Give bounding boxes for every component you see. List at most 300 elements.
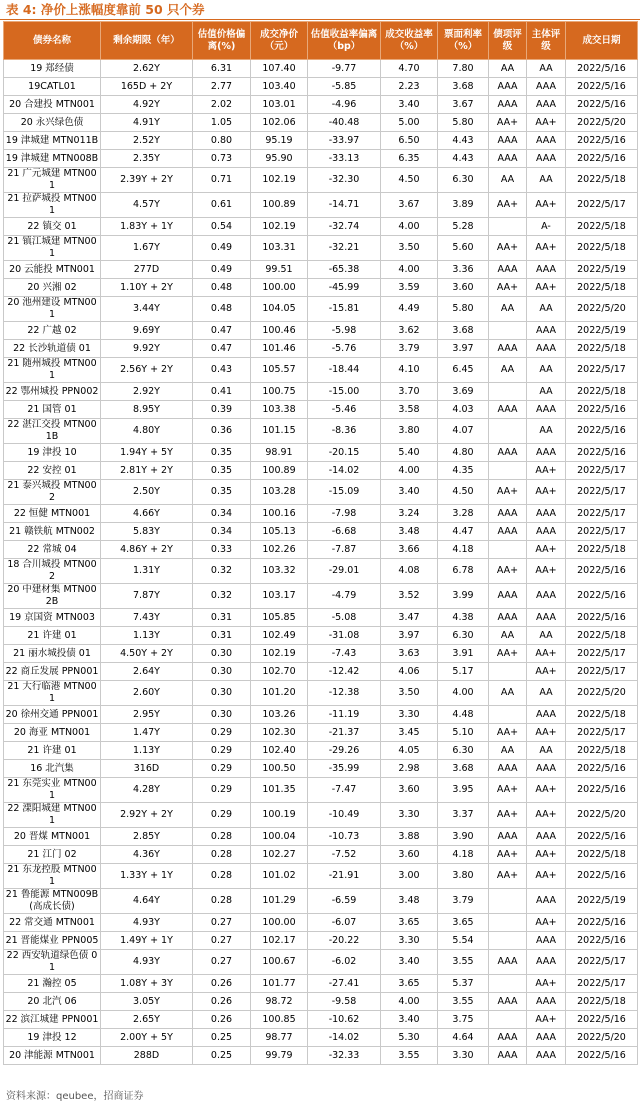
clean-price-cell: 102.19 [251, 168, 308, 193]
remaining-term-cell: 2.65Y [101, 1011, 193, 1029]
price-deviation-cell: 0.29 [193, 760, 251, 778]
price-deviation-cell: 0.28 [193, 828, 251, 846]
remaining-term-cell: 165D + 2Y [101, 78, 193, 96]
yield-deviation-cell: -33.97 [308, 132, 381, 150]
trade-date-cell: 2022/5/16 [566, 96, 638, 114]
coupon-rate-cell: 3.75 [438, 1011, 489, 1029]
yield-deviation-cell: -20.22 [308, 932, 381, 950]
issuer-rating-cell: A- [527, 218, 566, 236]
trade-date-cell: 2022/5/20 [566, 803, 638, 828]
table-row [4, 480, 638, 505]
bond-name-cell: 20 晋煤 MTN001 [4, 828, 101, 846]
bond-name-cell: 21 广元城建 MTN001 [4, 168, 101, 193]
table-row [4, 78, 638, 96]
bond-name-cell: 20 中建材集 MTN002B [4, 584, 101, 609]
yield-deviation-cell: -29.26 [308, 742, 381, 760]
coupon-rate-cell: 3.68 [438, 760, 489, 778]
clean-price-cell: 101.77 [251, 975, 308, 993]
price-deviation-cell: 0.25 [193, 1029, 251, 1047]
trade-date-cell: 2022/5/17 [566, 462, 638, 480]
issuer-rating-cell: AAA [527, 340, 566, 358]
remaining-term-cell: 1.31Y [101, 559, 193, 584]
trade-date-cell: 2022/5/18 [566, 279, 638, 297]
issuer-rating-cell: AAA [527, 505, 566, 523]
bond-name-cell: 21 许建 01 [4, 627, 101, 645]
yield-deviation-cell: -7.98 [308, 505, 381, 523]
clean-price-cell: 99.79 [251, 1047, 308, 1065]
bond-name-cell: 21 拉萨城投 MTN001 [4, 193, 101, 218]
yield-deviation-cell: -7.87 [308, 541, 381, 559]
issuer-rating-cell: AA [527, 383, 566, 401]
header-trade-yield: 成交收益率（%） [381, 22, 438, 60]
clean-price-cell: 101.35 [251, 778, 308, 803]
bond-name-cell: 21 随州城投 MTN001 [4, 358, 101, 383]
coupon-rate-cell: 4.47 [438, 523, 489, 541]
issue-rating-cell: AAA [489, 584, 527, 609]
remaining-term-cell: 2.60Y [101, 681, 193, 706]
issue-rating-cell [489, 663, 527, 681]
issue-rating-cell: AAA [489, 132, 527, 150]
trade-yield-cell: 4.06 [381, 663, 438, 681]
remaining-term-cell: 3.05Y [101, 993, 193, 1011]
clean-price-cell: 101.15 [251, 419, 308, 444]
trade-yield-cell: 3.67 [381, 193, 438, 218]
table-row [4, 261, 638, 279]
price-deviation-cell: 1.05 [193, 114, 251, 132]
issue-rating-cell: AA+ [489, 778, 527, 803]
coupon-rate-cell: 3.90 [438, 828, 489, 846]
remaining-term-cell: 4.93Y [101, 914, 193, 932]
issue-rating-cell [489, 1011, 527, 1029]
issue-rating-cell: AAA [489, 828, 527, 846]
trade-date-cell: 2022/5/16 [566, 150, 638, 168]
trade-yield-cell: 3.24 [381, 505, 438, 523]
yield-deviation-cell: -32.74 [308, 218, 381, 236]
issue-rating-cell: AAA [489, 523, 527, 541]
issue-rating-cell: AA [489, 627, 527, 645]
clean-price-cell: 100.50 [251, 760, 308, 778]
issuer-rating-cell: AA+ [527, 193, 566, 218]
price-deviation-cell: 0.30 [193, 706, 251, 724]
issuer-rating-cell: AA [527, 60, 566, 78]
header-row [4, 22, 638, 60]
coupon-rate-cell: 5.80 [438, 297, 489, 322]
coupon-rate-cell: 3.67 [438, 96, 489, 114]
issue-rating-cell: AA+ [489, 803, 527, 828]
bond-name-cell: 21 泰兴城投 MTN002 [4, 480, 101, 505]
trade-date-cell: 2022/5/16 [566, 864, 638, 889]
trade-date-cell: 2022/5/16 [566, 132, 638, 150]
yield-deviation-cell: -11.19 [308, 706, 381, 724]
yield-deviation-cell: -32.33 [308, 1047, 381, 1065]
yield-deviation-cell: -14.02 [308, 1029, 381, 1047]
clean-price-cell: 103.38 [251, 401, 308, 419]
coupon-rate-cell: 3.68 [438, 322, 489, 340]
issuer-rating-cell: AAA [527, 78, 566, 96]
issuer-rating-cell: AA [527, 297, 566, 322]
issue-rating-cell: AAA [489, 993, 527, 1011]
issuer-rating-cell: AAA [527, 584, 566, 609]
trade-yield-cell: 2.98 [381, 760, 438, 778]
trade-yield-cell: 3.50 [381, 236, 438, 261]
issue-rating-cell: AAA [489, 1047, 527, 1065]
issuer-rating-cell: AAA [527, 828, 566, 846]
remaining-term-cell: 288D [101, 1047, 193, 1065]
remaining-term-cell: 4.64Y [101, 889, 193, 914]
table-row [4, 609, 638, 627]
price-deviation-cell: 0.26 [193, 993, 251, 1011]
price-deviation-cell: 0.31 [193, 627, 251, 645]
trade-yield-cell: 4.00 [381, 993, 438, 1011]
header-bond-name: 债券名称 [4, 22, 101, 60]
clean-price-cell: 102.27 [251, 846, 308, 864]
yield-deviation-cell: -6.02 [308, 950, 381, 975]
issuer-rating-cell: AA+ [527, 663, 566, 681]
clean-price-cell: 102.06 [251, 114, 308, 132]
yield-deviation-cell: -10.49 [308, 803, 381, 828]
trade-date-cell: 2022/5/16 [566, 760, 638, 778]
trade-yield-cell: 3.52 [381, 584, 438, 609]
price-deviation-cell: 0.32 [193, 559, 251, 584]
yield-deviation-cell: -7.52 [308, 846, 381, 864]
trade-yield-cell: 3.58 [381, 401, 438, 419]
trade-date-cell: 2022/5/16 [566, 78, 638, 96]
bond-name-cell: 19 津投 10 [4, 444, 101, 462]
issue-rating-cell [489, 975, 527, 993]
coupon-rate-cell: 3.28 [438, 505, 489, 523]
yield-deviation-cell: -15.81 [308, 297, 381, 322]
bond-name-cell: 20 池州建设 MTN001 [4, 297, 101, 322]
issuer-rating-cell: AA+ [527, 236, 566, 261]
yield-deviation-cell: -9.77 [308, 60, 381, 78]
bond-name-cell: 20 津能源 MTN001 [4, 1047, 101, 1065]
trade-yield-cell: 3.40 [381, 96, 438, 114]
issuer-rating-cell: AA+ [527, 559, 566, 584]
clean-price-cell: 102.26 [251, 541, 308, 559]
issue-rating-cell: AAA [489, 96, 527, 114]
clean-price-cell: 103.40 [251, 78, 308, 96]
remaining-term-cell: 4.92Y [101, 96, 193, 114]
price-deviation-cell: 0.30 [193, 645, 251, 663]
remaining-term-cell: 277D [101, 261, 193, 279]
coupon-rate-cell: 4.43 [438, 132, 489, 150]
trade-yield-cell: 2.23 [381, 78, 438, 96]
coupon-rate-cell: 3.80 [438, 864, 489, 889]
table-row [4, 132, 638, 150]
coupon-rate-cell: 3.91 [438, 645, 489, 663]
table-row [4, 1047, 638, 1065]
bond-name-cell: 21 晋能煤业 PPN005 [4, 932, 101, 950]
trade-date-cell: 2022/5/16 [566, 584, 638, 609]
price-deviation-cell: 2.02 [193, 96, 251, 114]
issue-rating-cell: AAA [489, 78, 527, 96]
issue-rating-cell: AA+ [489, 279, 527, 297]
trade-yield-cell: 4.00 [381, 218, 438, 236]
trade-yield-cell: 4.49 [381, 297, 438, 322]
table-row [4, 383, 638, 401]
coupon-rate-cell: 3.69 [438, 383, 489, 401]
bond-name-cell: 21 赣铁航 MTN002 [4, 523, 101, 541]
table-row [4, 401, 638, 419]
price-deviation-cell: 0.27 [193, 932, 251, 950]
issuer-rating-cell: AAA [527, 523, 566, 541]
clean-price-cell: 102.19 [251, 218, 308, 236]
issue-rating-cell: AAA [489, 760, 527, 778]
clean-price-cell: 102.40 [251, 742, 308, 760]
table-row [4, 742, 638, 760]
coupon-rate-cell: 7.80 [438, 60, 489, 78]
trade-yield-cell: 3.63 [381, 645, 438, 663]
header-clean-price: 成交净价（元） [251, 22, 308, 60]
trade-yield-cell: 3.48 [381, 523, 438, 541]
clean-price-cell: 101.02 [251, 864, 308, 889]
table-row [4, 828, 638, 846]
trade-date-cell: 2022/5/18 [566, 541, 638, 559]
clean-price-cell: 100.89 [251, 193, 308, 218]
coupon-rate-cell: 4.43 [438, 150, 489, 168]
coupon-rate-cell: 6.78 [438, 559, 489, 584]
issue-rating-cell: AA+ [489, 480, 527, 505]
issuer-rating-cell: AAA [527, 760, 566, 778]
remaining-term-cell: 1.13Y [101, 742, 193, 760]
clean-price-cell: 100.85 [251, 1011, 308, 1029]
table-row [4, 1011, 638, 1029]
issue-rating-cell: AAA [489, 505, 527, 523]
price-deviation-cell: 0.28 [193, 864, 251, 889]
table-title: 表 4: 净价上涨幅度靠前 50 只个券 [6, 2, 205, 17]
trade-yield-cell: 3.48 [381, 889, 438, 914]
coupon-rate-cell: 5.28 [438, 218, 489, 236]
issuer-rating-cell: AA+ [527, 846, 566, 864]
bond-name-cell: 21 许建 01 [4, 742, 101, 760]
bond-name-cell: 19 津投 12 [4, 1029, 101, 1047]
remaining-term-cell: 4.80Y [101, 419, 193, 444]
coupon-rate-cell: 3.37 [438, 803, 489, 828]
clean-price-cell: 102.49 [251, 627, 308, 645]
remaining-term-cell: 2.92Y [101, 383, 193, 401]
trade-date-cell: 2022/5/16 [566, 401, 638, 419]
clean-price-cell: 100.00 [251, 914, 308, 932]
yield-deviation-cell: -7.43 [308, 645, 381, 663]
yield-deviation-cell: -15.09 [308, 480, 381, 505]
table-row [4, 279, 638, 297]
remaining-term-cell: 2.81Y + 2Y [101, 462, 193, 480]
trade-date-cell: 2022/5/20 [566, 297, 638, 322]
price-deviation-cell: 0.73 [193, 150, 251, 168]
issuer-rating-cell: AA [527, 168, 566, 193]
table-row [4, 193, 638, 218]
clean-price-cell: 102.17 [251, 932, 308, 950]
table-row [4, 914, 638, 932]
trade-date-cell: 2022/5/16 [566, 60, 638, 78]
bond-name-cell: 22 常交通 MTN001 [4, 914, 101, 932]
issuer-rating-cell: AA [527, 627, 566, 645]
trade-date-cell: 2022/5/20 [566, 1029, 638, 1047]
price-deviation-cell: 0.25 [193, 1047, 251, 1065]
trade-date-cell: 2022/5/17 [566, 523, 638, 541]
issuer-rating-cell: AAA [527, 132, 566, 150]
yield-deviation-cell: -5.46 [308, 401, 381, 419]
issuer-rating-cell: AAA [527, 932, 566, 950]
remaining-term-cell: 3.44Y [101, 297, 193, 322]
bond-name-cell: 21 东莞实业 MTN001 [4, 778, 101, 803]
trade-date-cell: 2022/5/17 [566, 505, 638, 523]
issuer-rating-cell: AA [527, 742, 566, 760]
table-row [4, 505, 638, 523]
coupon-rate-cell: 3.97 [438, 340, 489, 358]
table-row [4, 993, 638, 1011]
issuer-rating-cell: AA+ [527, 114, 566, 132]
trade-date-cell: 2022/5/17 [566, 950, 638, 975]
price-deviation-cell: 0.35 [193, 462, 251, 480]
bond-name-cell: 21 大行临港 MTN001 [4, 681, 101, 706]
bond-name-cell: 22 商丘发展 PPN001 [4, 663, 101, 681]
yield-deviation-cell: -40.48 [308, 114, 381, 132]
table-row [4, 584, 638, 609]
trade-date-cell: 2022/5/17 [566, 358, 638, 383]
trade-date-cell: 2022/5/18 [566, 168, 638, 193]
trade-date-cell: 2022/5/16 [566, 419, 638, 444]
remaining-term-cell: 2.52Y [101, 132, 193, 150]
clean-price-cell: 98.91 [251, 444, 308, 462]
price-deviation-cell: 0.33 [193, 541, 251, 559]
trade-yield-cell: 4.70 [381, 60, 438, 78]
price-deviation-cell: 0.80 [193, 132, 251, 150]
issue-rating-cell: AA [489, 358, 527, 383]
trade-date-cell: 2022/5/17 [566, 724, 638, 742]
remaining-term-cell: 2.62Y [101, 60, 193, 78]
price-deviation-cell: 0.47 [193, 340, 251, 358]
trade-date-cell: 2022/5/19 [566, 322, 638, 340]
bond-name-cell: 22 西安轨道绿色债 01 [4, 950, 101, 975]
price-deviation-cell: 0.29 [193, 803, 251, 828]
table-row [4, 932, 638, 950]
remaining-term-cell: 1.67Y [101, 236, 193, 261]
issuer-rating-cell: AA [527, 681, 566, 706]
issue-rating-cell [489, 914, 527, 932]
issue-rating-cell: AA [489, 742, 527, 760]
bond-name-cell: 19 郑经债 [4, 60, 101, 78]
price-deviation-cell: 0.27 [193, 914, 251, 932]
issue-rating-cell: AAA [489, 401, 527, 419]
coupon-rate-cell: 3.60 [438, 279, 489, 297]
trade-yield-cell: 6.50 [381, 132, 438, 150]
coupon-rate-cell: 5.37 [438, 975, 489, 993]
remaining-term-cell: 2.39Y + 2Y [101, 168, 193, 193]
remaining-term-cell: 4.57Y [101, 193, 193, 218]
trade-date-cell: 2022/5/18 [566, 340, 638, 358]
table-row [4, 706, 638, 724]
trade-yield-cell: 3.70 [381, 383, 438, 401]
yield-deviation-cell: -6.68 [308, 523, 381, 541]
table-row [4, 60, 638, 78]
bond-name-cell: 20 北汽 06 [4, 993, 101, 1011]
yield-deviation-cell: -20.15 [308, 444, 381, 462]
coupon-rate-cell: 5.17 [438, 663, 489, 681]
bond-name-cell: 20 合建投 MTN001 [4, 96, 101, 114]
clean-price-cell: 98.77 [251, 1029, 308, 1047]
clean-price-cell: 100.75 [251, 383, 308, 401]
price-deviation-cell: 0.32 [193, 584, 251, 609]
trade-date-cell: 2022/5/16 [566, 778, 638, 803]
trade-yield-cell: 3.60 [381, 846, 438, 864]
issue-rating-cell: AA+ [489, 645, 527, 663]
remaining-term-cell: 1.94Y + 5Y [101, 444, 193, 462]
trade-yield-cell: 3.88 [381, 828, 438, 846]
header-remaining-term: 剩余期限（年） [101, 22, 193, 60]
coupon-rate-cell: 4.35 [438, 462, 489, 480]
price-deviation-cell: 0.48 [193, 279, 251, 297]
coupon-rate-cell: 3.79 [438, 889, 489, 914]
remaining-term-cell: 2.35Y [101, 150, 193, 168]
trade-date-cell: 2022/5/16 [566, 1011, 638, 1029]
issue-rating-cell [489, 383, 527, 401]
trade-date-cell: 2022/5/16 [566, 932, 638, 950]
yield-deviation-cell: -10.73 [308, 828, 381, 846]
table-row [4, 803, 638, 828]
trade-date-cell: 2022/5/17 [566, 663, 638, 681]
issue-rating-cell: AA [489, 60, 527, 78]
issue-rating-cell: AAA [489, 261, 527, 279]
issuer-rating-cell: AA+ [527, 864, 566, 889]
price-deviation-cell: 0.29 [193, 742, 251, 760]
remaining-term-cell: 1.83Y + 1Y [101, 218, 193, 236]
coupon-rate-cell: 5.60 [438, 236, 489, 261]
issuer-rating-cell: AA+ [527, 279, 566, 297]
trade-yield-cell: 3.40 [381, 950, 438, 975]
coupon-rate-cell: 3.55 [438, 950, 489, 975]
clean-price-cell: 100.67 [251, 950, 308, 975]
yield-deviation-cell: -5.08 [308, 609, 381, 627]
remaining-term-cell: 2.85Y [101, 828, 193, 846]
table-row [4, 444, 638, 462]
clean-price-cell: 105.85 [251, 609, 308, 627]
issuer-rating-cell: AAA [527, 1047, 566, 1065]
title-divider [0, 19, 640, 20]
yield-deviation-cell: -15.00 [308, 383, 381, 401]
issue-rating-cell [489, 322, 527, 340]
yield-deviation-cell: -29.01 [308, 559, 381, 584]
yield-deviation-cell: -12.38 [308, 681, 381, 706]
trade-date-cell: 2022/5/18 [566, 706, 638, 724]
trade-yield-cell: 3.59 [381, 279, 438, 297]
issuer-rating-cell: AA+ [527, 541, 566, 559]
yield-deviation-cell: -6.59 [308, 889, 381, 914]
bond-name-cell: 21 东龙控股 MTN001 [4, 864, 101, 889]
issue-rating-cell: AA+ [489, 559, 527, 584]
yield-deviation-cell: -32.21 [308, 236, 381, 261]
clean-price-cell: 103.17 [251, 584, 308, 609]
price-deviation-cell: 0.41 [193, 383, 251, 401]
clean-price-cell: 102.70 [251, 663, 308, 681]
remaining-term-cell: 4.66Y [101, 505, 193, 523]
remaining-term-cell: 7.43Y [101, 609, 193, 627]
issuer-rating-cell: AA+ [527, 462, 566, 480]
bond-name-cell: 22 常城 04 [4, 541, 101, 559]
trade-date-cell: 2022/5/19 [566, 261, 638, 279]
header-issue-rating: 债项评级 [489, 22, 527, 60]
table-row [4, 864, 638, 889]
price-deviation-cell: 0.26 [193, 975, 251, 993]
yield-deviation-cell: -45.99 [308, 279, 381, 297]
price-deviation-cell: 0.43 [193, 358, 251, 383]
bond-name-cell: 20 海亚 MTN001 [4, 724, 101, 742]
header-trade-date: 成交日期 [566, 22, 638, 60]
table-row [4, 645, 638, 663]
table-row [4, 322, 638, 340]
coupon-rate-cell: 4.18 [438, 846, 489, 864]
trade-date-cell: 2022/5/18 [566, 993, 638, 1011]
